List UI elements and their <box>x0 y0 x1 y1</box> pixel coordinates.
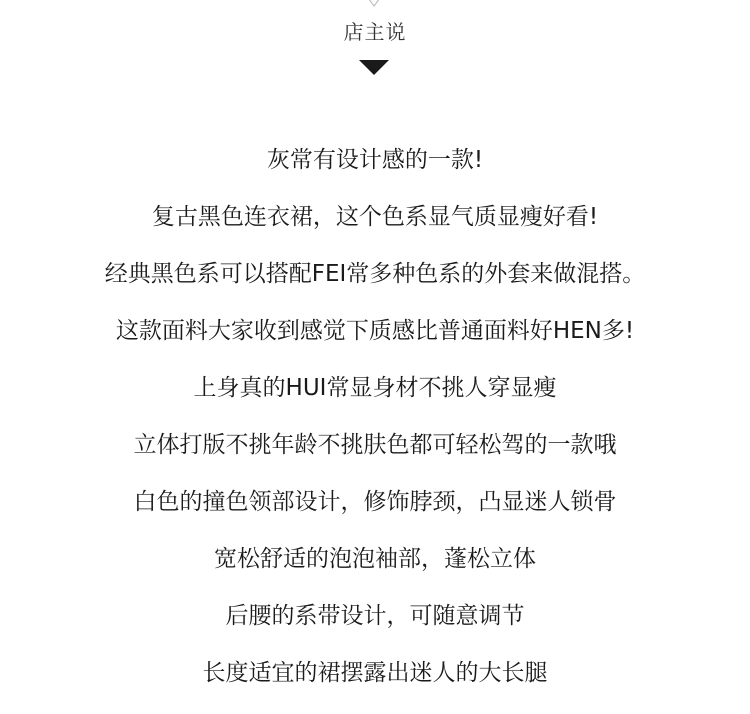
description-line: 白色的撞色领部设计，修饰脖颈，凸显迷人锁骨 <box>133 489 617 515</box>
description-line: 上身真的HUI常显身材不挑人穿显瘦 <box>193 375 557 401</box>
description-line: 后腰的系带设计，可随意调节 <box>225 603 525 629</box>
description-line: 灰常有设计感的一款! <box>266 147 484 173</box>
product-description <box>0 140 750 710</box>
description-line: 立体打版不挑年龄不挑肤色都可轻松驾的一款哦 <box>133 432 617 458</box>
description-line: 这款面料大家收到感觉下质感比普通面料好HEN多! <box>115 318 635 344</box>
description-line: 宽松舒适的泡泡袖部，蓬松立体 <box>214 546 536 572</box>
down-arrow-icon <box>359 60 389 76</box>
description-line: 复古黑色连衣裙，这个色系显气质显瘦好看! <box>151 204 599 230</box>
description-line: 经典黑色系可以搭配FEI常多种色系的外套来做混搭。 <box>104 261 646 287</box>
top-outline-triangle-icon <box>367 0 381 8</box>
section-title: 店主说 <box>343 20 407 44</box>
description-line: 长度适宜的裙摆露出迷人的大长腿 <box>202 660 548 686</box>
